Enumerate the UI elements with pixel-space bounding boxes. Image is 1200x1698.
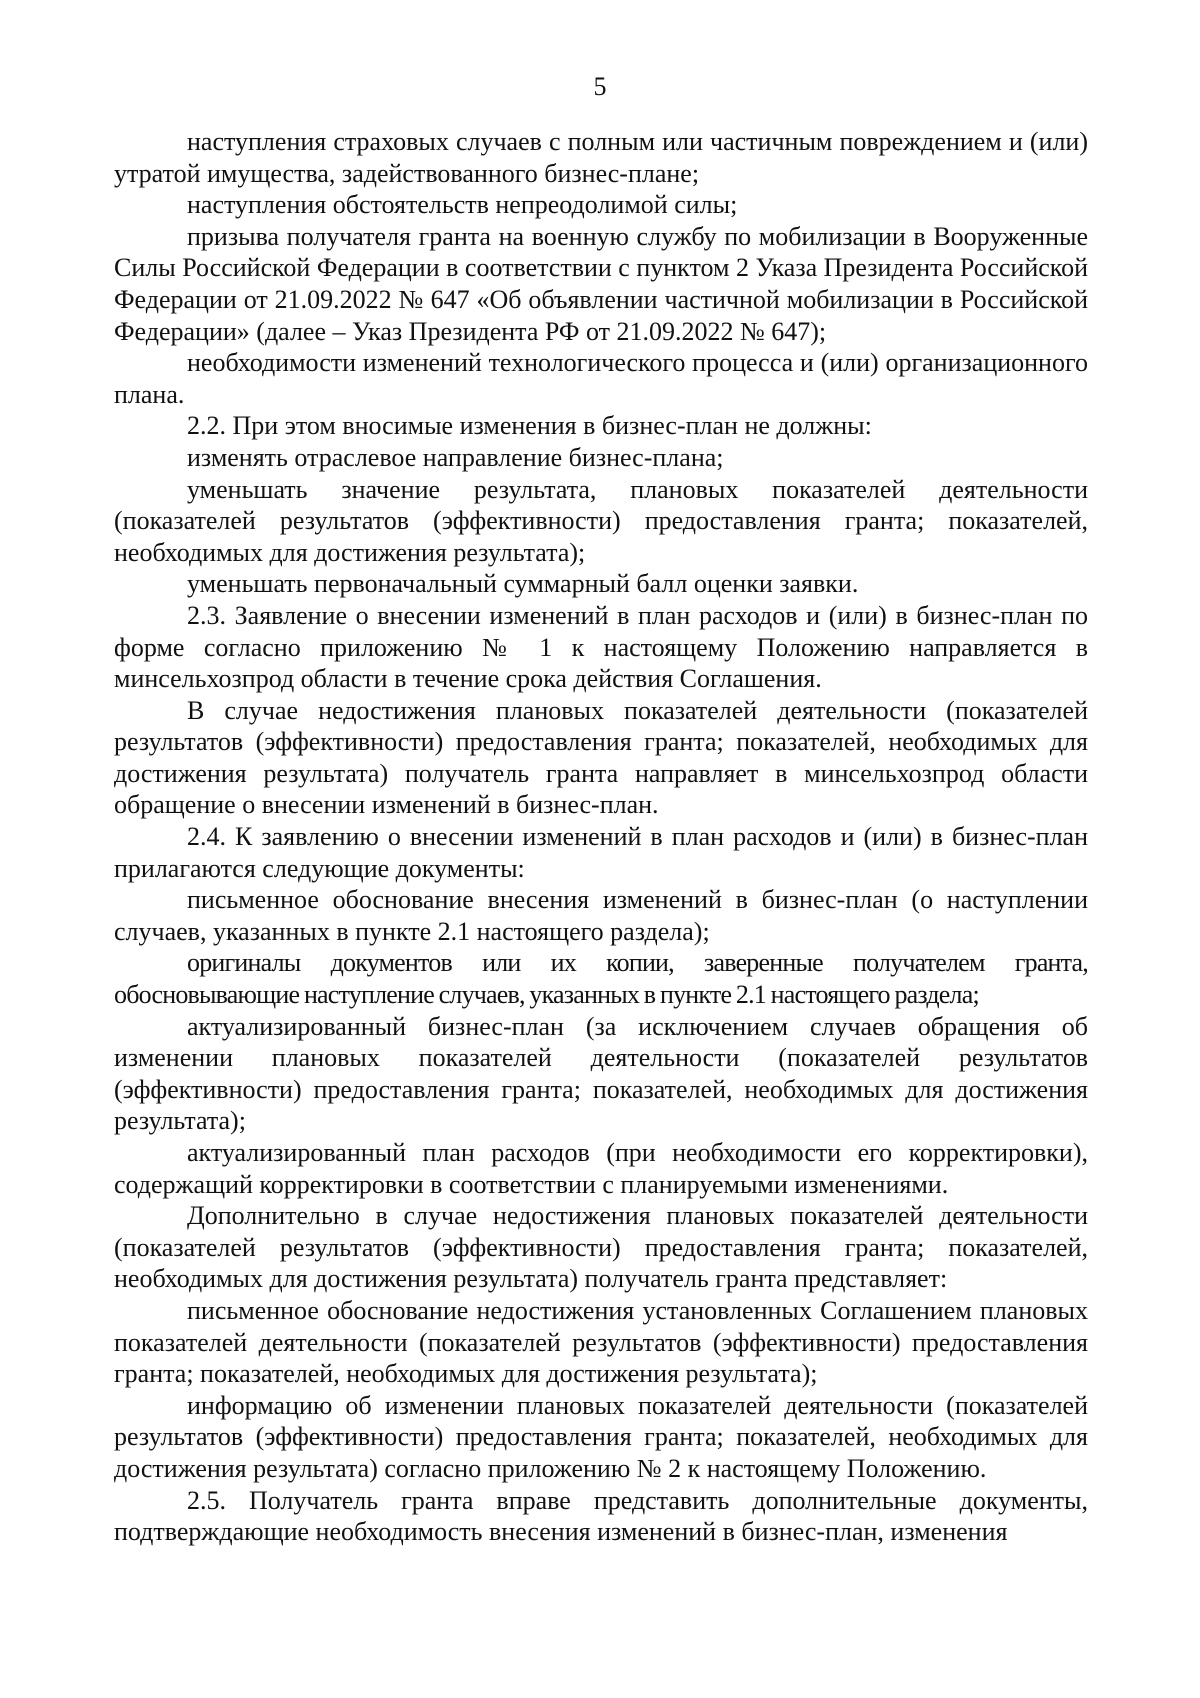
paragraph: актуализированный план расходов (при необходимости его корректировки), содержащий корректировки в соответствии с планируемыми изменениями.: [114, 1138, 1088, 1199]
paragraph: письменное обоснование внесения изменений в бизнес-план (о наступлении случаев, указанных в пункте 2.1 настоящего раздела);: [114, 885, 1088, 946]
paragraph: актуализированный бизнес-план (за исключением случаев обращения об изменении плановых показателей деятельности (показателей результатов (эффективности) предоставления гранта; показателей, необходимых для достижения результата);: [114, 1011, 1088, 1136]
paragraph: 2.5. Получатель гранта вправе представить дополнительные документы, подтверждающие необходимость внесения изменений в бизнес-план, изменения: [114, 1485, 1088, 1547]
paragraph: В случае недостижения плановых показателей деятельности (показателей результатов (эффективности) предоставления гранта; показателей, необходимых для достижения результата) получатель гранта направляет в минсельхозпрод области обращение о внесении изменений в бизнес-план.: [114, 695, 1088, 820]
paragraph: наступления обстоятельств непреодолимой силы;: [187, 190, 738, 220]
paragraph: информацию об изменении плановых показателей деятельности (показателей результатов (эффективности) предоставления гранта; показателей, необходимых для достижения результата) согласно приложению № 2 к настоящему Положению.: [114, 1390, 1088, 1483]
document-body: [114, 126, 1088, 1548]
paragraph: уменьшать первоначальный суммарный балл оценки заявки.: [187, 569, 859, 599]
paragraph: 2.3. Заявление о внесении изменений в план расходов и (или) в бизнес-план по форме согласно приложению № 1 к настоящему Положению направляется в минсельхозпрод области в течение срока действия Соглашения.: [114, 600, 1088, 694]
paragraph: уменьшать значение результата, плановых показателей деятельности (показателей результатов (эффективности) предоставления гранта; показателей, необходимых для достижения результата);: [114, 474, 1088, 567]
paragraph: изменять отраслевое направление бизнес-плана;: [187, 442, 724, 472]
paragraph: необходимости изменений технологического процесса и (или) организационного плана.: [114, 348, 1088, 409]
paragraph: 2.2. При этом вносимые изменения в бизнес-план не должны:: [187, 411, 872, 441]
paragraph: Дополнительно в случае недостижения плановых показателей деятельности (показателей результатов (эффективности) предоставления гранта; показателей, необходимых для достижения результата) получатель гранта представляет:: [114, 1201, 1088, 1294]
paragraph: призыва получателя гранта на военную службу по мобилизации в Вооруженные Силы Российской Федерации в соответствии с пунктом 2 Указа Президента Российской Федерации от 21.09.2022 № 647 «Об объявлении частичной мобилизации в Российской Федерации» (далее – Указ Президента РФ от 21.09.2022 № 647);: [114, 221, 1089, 346]
paragraph: письменное обоснование недостижения установленных Соглашением плановых показателей деятельности (показателей результатов (эффективности) предоставления гранта; показателей, необходимых для достижения результата);: [114, 1295, 1088, 1389]
paragraph: 2.4. К заявлению о внесении изменений в план расходов и (или) в бизнес-план прилагаются следующие документы:: [114, 822, 1088, 883]
paragraph: оригиналы документов или их копии, заверенные получателем гранта, обосновывающие наступление случаев, указанных в пункте 2.1 настоящего раздела;: [114, 948, 1088, 1010]
page-number: 5: [593, 72, 607, 101]
paragraph: наступления страховых случаев с полным или частичным повреждением и (или) утратой имущества, задействованного бизнес-плане;: [114, 127, 1088, 188]
